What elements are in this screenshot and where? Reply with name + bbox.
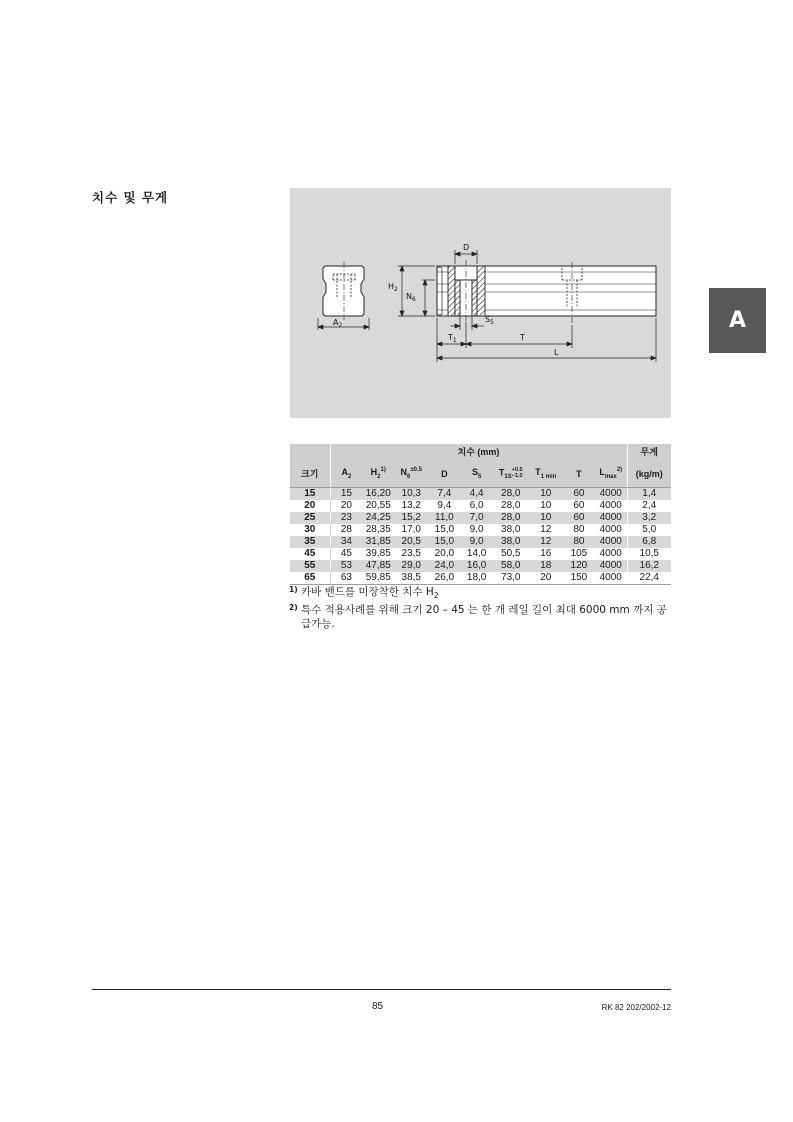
cell-a2: 45 bbox=[330, 548, 362, 560]
cell-weight: 10,5 bbox=[627, 548, 671, 560]
rail-cross-section bbox=[323, 262, 364, 320]
cell-h2: 47,85 bbox=[362, 560, 394, 572]
cell-a2: 28 bbox=[330, 524, 362, 536]
cell-h2: 59,85 bbox=[362, 572, 394, 585]
cell-weight: 2,4 bbox=[627, 500, 671, 512]
cell-t1s: 28,0 bbox=[493, 512, 529, 524]
cell-weight: 22,4 bbox=[627, 572, 671, 585]
footnote-2 bbox=[289, 603, 673, 631]
cell-h2: 20,55 bbox=[362, 500, 394, 512]
cell-s5: 9,0 bbox=[461, 536, 493, 548]
h2-n6-dimension bbox=[398, 266, 435, 316]
cell-t: 80 bbox=[563, 536, 595, 548]
cell-d: 24,0 bbox=[428, 560, 460, 572]
col-header-lmax: $L_{max}^{2)}$ bbox=[595, 461, 627, 488]
table-row bbox=[290, 488, 671, 501]
size-header-spacer bbox=[290, 444, 330, 461]
label-d: D bbox=[463, 243, 470, 252]
cell-t: 120 bbox=[563, 560, 595, 572]
cell-size: 55 bbox=[290, 560, 330, 572]
cell-weight: 6,8 bbox=[627, 536, 671, 548]
cell-t1min: 12 bbox=[529, 536, 563, 548]
cell-t: 60 bbox=[563, 500, 595, 512]
col-header-t1min: $T_{1 min}$ bbox=[529, 461, 563, 488]
cell-size: 35 bbox=[290, 536, 330, 548]
cell-t1min: 10 bbox=[529, 500, 563, 512]
col-header-h2: $H_2^{1)}$ bbox=[362, 461, 394, 488]
cell-n6: 15,2 bbox=[394, 512, 428, 524]
cell-t1s: 58,0 bbox=[493, 560, 529, 572]
cell-t: 60 bbox=[563, 488, 595, 501]
cell-t: 105 bbox=[563, 548, 595, 560]
cell-t1s: 38,0 bbox=[493, 524, 529, 536]
cell-d: 15,0 bbox=[428, 524, 460, 536]
cell-lmax: 4000 bbox=[595, 500, 627, 512]
document-code: RK 82 202/2002-12 bbox=[601, 1003, 671, 1012]
cell-n6: 10,3 bbox=[394, 488, 428, 501]
cell-h2: 24,25 bbox=[362, 512, 394, 524]
section-tab-a[interactable]: A bbox=[709, 288, 766, 353]
cell-s5: 6,0 bbox=[461, 500, 493, 512]
cell-s5: 7,0 bbox=[461, 512, 493, 524]
cell-n6: 38,5 bbox=[394, 572, 428, 585]
cell-n6: 13,2 bbox=[394, 500, 428, 512]
cell-d: 26,0 bbox=[428, 572, 460, 585]
cell-weight: 1,4 bbox=[627, 488, 671, 501]
cell-n6: 23,5 bbox=[394, 548, 428, 560]
page-number: 85 bbox=[372, 1001, 384, 1012]
table-row bbox=[290, 548, 671, 560]
cell-t: 150 bbox=[563, 572, 595, 585]
cell-h2: 16,20 bbox=[362, 488, 394, 501]
label-h2: $H_2$ bbox=[388, 282, 398, 293]
cell-a2: 15 bbox=[330, 488, 362, 501]
col-header-d: D bbox=[428, 461, 460, 488]
col-header-t1s: $T_{1S}+0.5$ −1.0 bbox=[493, 461, 529, 488]
cell-size: 15 bbox=[290, 488, 330, 501]
label-n6: $N_6$ bbox=[406, 292, 416, 303]
cell-size: 65 bbox=[290, 572, 330, 585]
weight-header-top: 무게 bbox=[627, 444, 671, 461]
cell-d: 11,0 bbox=[428, 512, 460, 524]
cell-t: 60 bbox=[563, 512, 595, 524]
table-row bbox=[290, 512, 671, 524]
cell-t1s: 28,0 bbox=[493, 500, 529, 512]
cell-lmax: 4000 bbox=[595, 560, 627, 572]
col-header-s5: $S_5$ bbox=[461, 461, 493, 488]
table-row bbox=[290, 524, 671, 536]
t-dimension bbox=[437, 318, 656, 362]
cell-t1min: 10 bbox=[529, 488, 563, 501]
cell-lmax: 4000 bbox=[595, 488, 627, 501]
dimension-weight-table bbox=[290, 444, 671, 585]
col-header-n6: $N_6^{\pm 0.5}$ bbox=[394, 461, 428, 488]
cell-t1min: 12 bbox=[529, 524, 563, 536]
cell-d: 15,0 bbox=[428, 536, 460, 548]
footnote-text: 특수 적용사례를 위해 크기 20 – 45 는 한 개 레일 길이 최대 6000 mm 까지 공급가능. bbox=[301, 604, 667, 631]
hole-section bbox=[448, 260, 485, 322]
cell-a2: 53 bbox=[330, 560, 362, 572]
cell-size: 30 bbox=[290, 524, 330, 536]
cell-a2: 34 bbox=[330, 536, 362, 548]
cell-s5: 4,4 bbox=[461, 488, 493, 501]
cell-size: 20 bbox=[290, 500, 330, 512]
cell-lmax: 4000 bbox=[595, 512, 627, 524]
table-row bbox=[290, 560, 671, 572]
cell-weight: 16,2 bbox=[627, 560, 671, 572]
cell-s5: 9,0 bbox=[461, 524, 493, 536]
table-row bbox=[290, 536, 671, 548]
a2-dimension bbox=[318, 318, 369, 330]
cell-n6: 20,5 bbox=[394, 536, 428, 548]
cell-s5: 18,0 bbox=[461, 572, 493, 585]
cell-t1min: 18 bbox=[529, 560, 563, 572]
cell-t: 80 bbox=[563, 524, 595, 536]
cell-n6: 29,0 bbox=[394, 560, 428, 572]
footnote-mark: 2) bbox=[289, 603, 298, 613]
cell-h2: 31,85 bbox=[362, 536, 394, 548]
cell-a2: 23 bbox=[330, 512, 362, 524]
cell-h2: 39,85 bbox=[362, 548, 394, 560]
cell-weight: 3,2 bbox=[627, 512, 671, 524]
cell-lmax: 4000 bbox=[595, 548, 627, 560]
label-t1: $T_1$ bbox=[448, 333, 457, 344]
cell-t1min: 20 bbox=[529, 572, 563, 585]
footer-divider bbox=[92, 989, 671, 990]
label-t: T bbox=[520, 333, 525, 342]
section-title: 치수 및 무게 bbox=[92, 190, 169, 205]
cell-lmax: 4000 bbox=[595, 572, 627, 585]
cell-lmax: 4000 bbox=[595, 524, 627, 536]
cell-t1s: 38,0 bbox=[493, 536, 529, 548]
label-a2: $A_2$ bbox=[333, 318, 343, 329]
cell-s5: 16,0 bbox=[461, 560, 493, 572]
table-row bbox=[290, 572, 671, 585]
table-row bbox=[290, 500, 671, 512]
cell-lmax: 4000 bbox=[595, 536, 627, 548]
cell-size: 25 bbox=[290, 512, 330, 524]
cell-d: 9,4 bbox=[428, 500, 460, 512]
cell-a2: 63 bbox=[330, 572, 362, 585]
cell-t1s: 28,0 bbox=[493, 488, 529, 501]
footnote-mark: 1) bbox=[289, 585, 298, 594]
label-s5: $S_5$ bbox=[485, 315, 494, 326]
col-header-t: T bbox=[563, 461, 595, 488]
cell-s5: 14,0 bbox=[461, 548, 493, 560]
cell-weight: 5,0 bbox=[627, 524, 671, 536]
cell-d: 7,4 bbox=[428, 488, 460, 501]
label-l: L bbox=[554, 348, 559, 357]
col-header-a2: $A_2$ bbox=[330, 461, 362, 488]
cell-t1min: 16 bbox=[529, 548, 563, 560]
footnotes bbox=[289, 585, 673, 631]
footnote-1 bbox=[289, 585, 673, 603]
cell-a2: 20 bbox=[330, 500, 362, 512]
cell-h2: 28,35 bbox=[362, 524, 394, 536]
cell-n6: 17,0 bbox=[394, 524, 428, 536]
size-header: 크기 bbox=[290, 461, 330, 488]
cell-t1min: 10 bbox=[529, 512, 563, 524]
rail-dimension-drawing bbox=[290, 188, 671, 418]
footnote-text: 카바 밴드를 미장착한 치수 $H_2$ bbox=[301, 586, 439, 601]
cell-d: 20,0 bbox=[428, 548, 460, 560]
dimensions-group-header: 치수 (mm) bbox=[330, 444, 627, 461]
cell-size: 45 bbox=[290, 548, 330, 560]
cell-t1s: 73,0 bbox=[493, 572, 529, 585]
weight-header-unit: (kg/m) bbox=[627, 461, 671, 488]
cell-t1s: 50,5 bbox=[493, 548, 529, 560]
